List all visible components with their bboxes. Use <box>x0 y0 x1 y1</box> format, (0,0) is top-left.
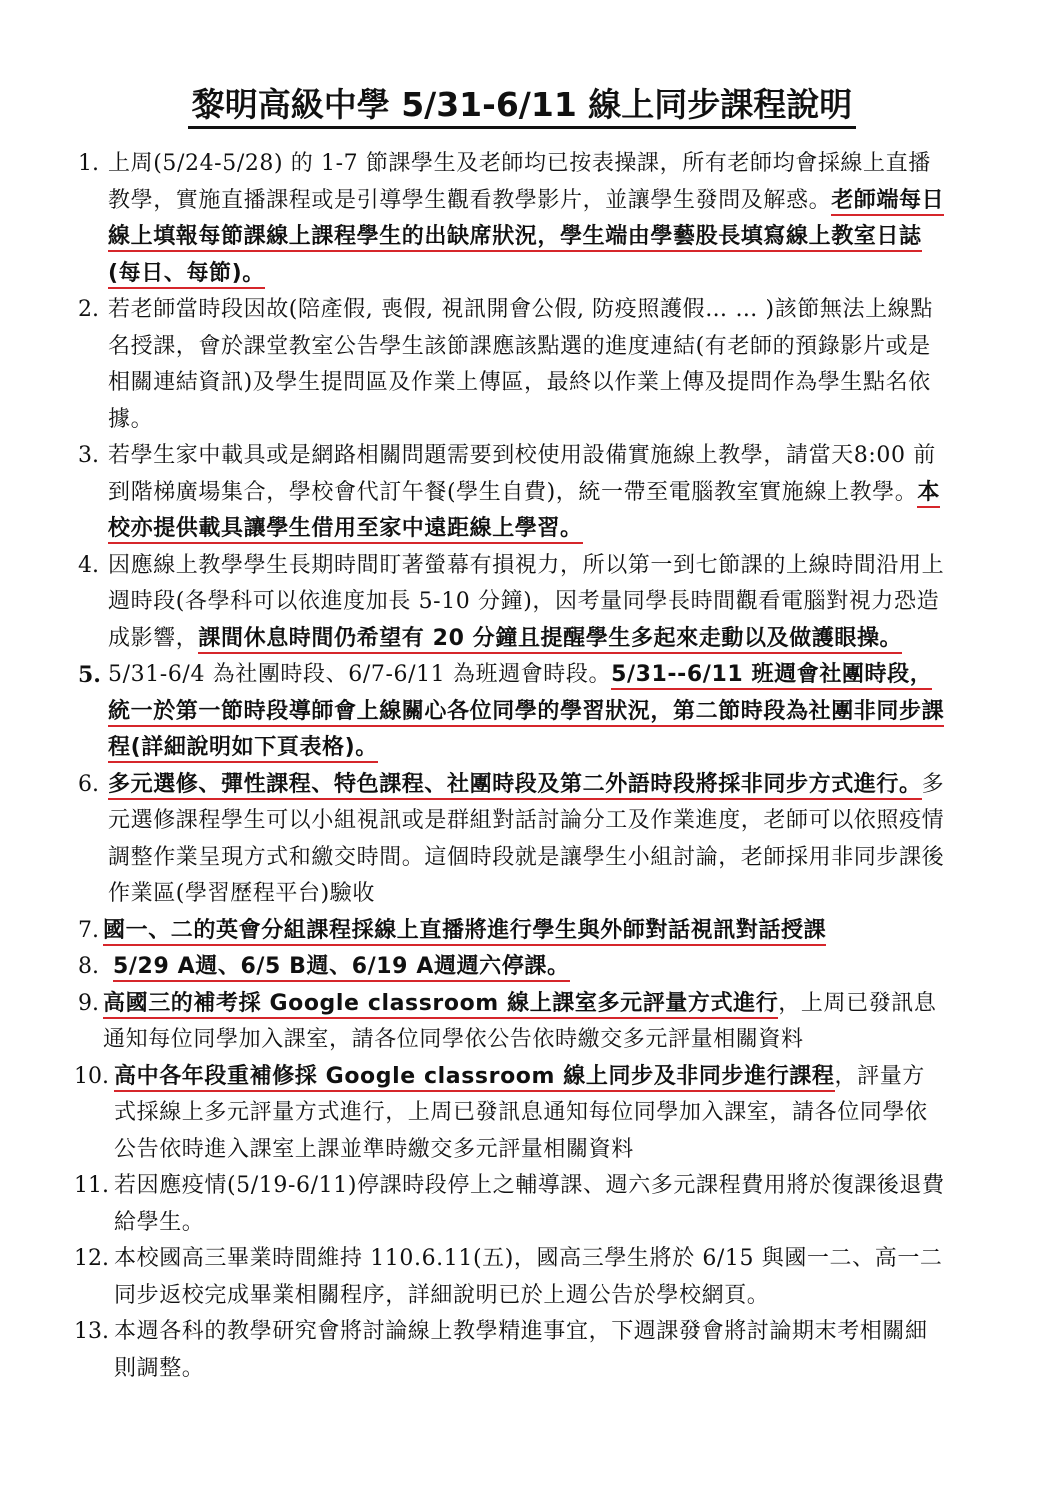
item-text: 上周(5/24-5/28) 的 1-7 節課學生及老師均已按表操課，所有老師均會採線上直播教學，實施直播課程或是引導學生觀看教學影片，並讓學生發問及解惑。 <box>108 151 931 213</box>
item-number: 7. <box>78 917 99 943</box>
item-text: 若學生家中載具或是網路相關問題需要到校使用設備實施線上教學，請當天8:00 前到階梯廣場集合，學校會代訂午餐(學生自費)，統一帶至電腦教室實施線上教學。 <box>108 443 936 505</box>
item-body <box>108 292 950 438</box>
item-emphasis: 高國三的補考採 Google classroom 線上課室多元評量方式進行 <box>103 991 778 1019</box>
item-text: 多元選修課程學生可以小組視訊或是群組對話討論分工及作業進度，老師可以依照疫情調整作業呈現方式和繳交時間。這個時段就是讓學生小組討論，老師採用非同步課後作業區(學習歷程平台)驗收 <box>108 771 945 906</box>
item-text: 因應線上教學學生長期時間盯著螢幕有損視力，所以第一到七節課的上線時間沿用上週時段(各學科可以依進度加長 5-10 分鐘)，因考量同學長時間觀看電腦對視力恐造成影響， <box>108 552 945 651</box>
item-number: 2. <box>78 297 99 322</box>
item-number: 3. <box>78 443 99 468</box>
notice-list <box>0 146 1044 1387</box>
list-item <box>0 1059 1044 1169</box>
item-number: 12. <box>74 1246 109 1271</box>
item-emphasis: 本校亦提供載具讓學生借用至家中遠距線上學習。 <box>108 480 940 545</box>
item-body <box>108 548 950 658</box>
item-text: 若老師當時段因故(陪產假, 喪假, 視訊開會公假, 防疫照護假… … )該節無法上線點名授課，會於課堂教室公告學生該節課應該點選的進度連結(有老師的預錄影片或是相關連結資訊)及學生提問區及作業上傳區，最終以作業上傳及提問作為學生點名依據。 <box>108 297 933 432</box>
page-title <box>0 82 1044 128</box>
item-body <box>108 767 950 913</box>
list-item <box>0 767 1044 913</box>
item-emphasis: 課間休息時間仍希望有 20 分鐘且提醒學生多起來走動以及做護眼操。 <box>198 626 902 654</box>
item-emphasis: 多元選修、彈性課程、特色課程、社團時段及第二外語時段將採非同步方式進行。 <box>108 772 922 800</box>
item-emphasis: 國一、二的英會分組課程採線上直播將進行學生與外師對話視訊對話授課 <box>103 918 826 946</box>
item-text: 5/31-6/4 為社團時段、6/7-6/11 為班週會時段。 <box>108 662 612 687</box>
item-number: 10. <box>74 1063 109 1089</box>
list-item <box>0 1314 1044 1387</box>
list-item <box>0 913 1044 950</box>
item-body <box>114 1168 946 1241</box>
item-body <box>114 1314 946 1387</box>
item-text: 本校國高三畢業時間維持 110.6.11(五)，國高三學生將於 6/15 與國一二、高一二同步返校完成畢業相關程序，詳細說明已於上週公告於學校網頁。 <box>114 1246 943 1308</box>
item-body <box>113 949 955 986</box>
list-item <box>0 986 1044 1059</box>
item-body <box>103 986 948 1059</box>
item-text: ，評量方式採線上多元評量方式進行，上周已發訊息通知每位同學加入課室，請各位同學依公告依時進入課室上課並準時繳交多元評量相關資料 <box>114 1063 928 1162</box>
item-emphasis: 高中各年段重補修採 Google classroom 線上同步及非同步進行課程 <box>114 1064 835 1092</box>
list-item <box>0 548 1044 658</box>
item-text: 本週各科的教學研究會將討論線上教學精進事宜，下週課發會將討論期末考相關細則調整。 <box>114 1319 928 1381</box>
item-emphasis: 5/29 A週、6/5 B週、6/19 A週週六停課。 <box>113 954 570 982</box>
list-item <box>0 1168 1044 1241</box>
item-body <box>108 146 950 292</box>
list-item <box>0 657 1044 767</box>
page-title-text: 黎明高級中學 5/31-6/11 線上同步課程說明 <box>188 85 857 129</box>
item-number: 4. <box>78 552 99 578</box>
item-text: 若因應疫情(5/19-6/11)停課時段停上之輔導課、週六多元課程費用將於復課後退費給學生。 <box>114 1173 945 1235</box>
list-item <box>0 146 1044 292</box>
item-number: 13. <box>74 1319 109 1344</box>
item-emphasis: 5/31--6/11 班週會社團時段，統一於第一節時段導師會上線關心各位同學的學習狀況，第二節時段為社團非同步課程(詳細說明如下頁表格)。 <box>108 662 944 763</box>
list-item <box>0 438 1044 548</box>
item-body <box>103 913 945 950</box>
item-text: ，上周已發訊息通知每位同學加入課室，請各位同學依公告依時繳交多元評量相關資料 <box>103 990 937 1052</box>
item-emphasis: 老師端每日線上填報每節課線上課程學生的出缺席狀況，學生端由學藝股長填寫線上教室日誌(每日、每節)。 <box>108 188 944 289</box>
list-item <box>0 949 1044 986</box>
item-body <box>108 657 950 767</box>
item-number: 11. <box>74 1173 109 1198</box>
list-item <box>0 292 1044 438</box>
item-number: 5. <box>78 662 101 688</box>
item-number: 9. <box>78 990 99 1016</box>
list-item <box>0 1241 1044 1314</box>
item-number: 6. <box>78 771 99 797</box>
item-body <box>114 1059 946 1169</box>
item-body <box>108 438 950 548</box>
item-number: 1. <box>78 151 99 176</box>
item-number: 8. <box>78 954 99 979</box>
item-body <box>114 1241 946 1314</box>
